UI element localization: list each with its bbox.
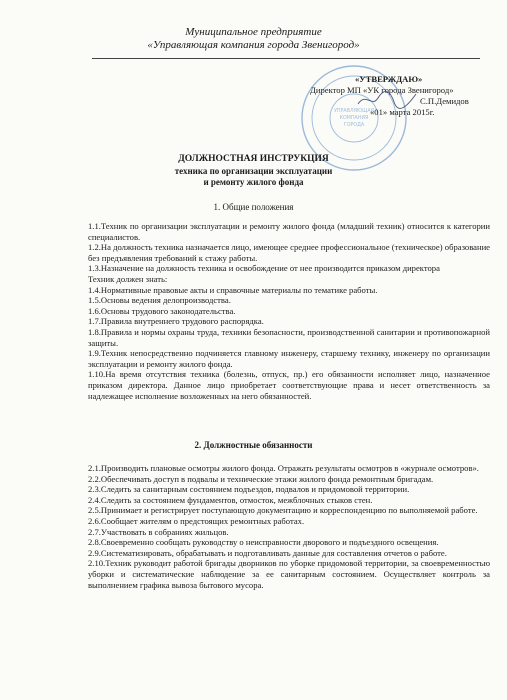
paragraph: Техник должен знать: [88, 273, 168, 284]
paragraph: 2.6.Сообщает жителям о предстоящих ремонтных работах. [88, 515, 305, 526]
paragraph: 2.7.Участвовать в собраниях жильцов. [88, 526, 229, 537]
paragraph: 1.3.Назначение на должность техника и освобождение от нее производится приказом директора [88, 263, 440, 274]
paragraph: 2.3.Следить за санитарным состоянием подъездов, подвалов и придомовой территории. [88, 484, 410, 495]
approval-signer: С.П.Демидов [420, 96, 469, 106]
header-divider [92, 58, 480, 59]
paragraph: 2.2.Обеспечивать доступ в подвалы и технические этажи жилого фонда ремонтным бригадам. [88, 473, 434, 484]
paragraph: 2.10.Техник руководит работой бригады дворников по уборке придомовой территории, за своевременностью уборки и систематические наблюдение за ее санитарным состоянием. Осуществляет контроль за выполнением графика вывоза бытового мусора. [88, 558, 490, 590]
paragraph: 1.7.Правила внутреннего трудового распорядка. [88, 316, 264, 327]
paragraph: 1.9.Техник непосредственно подчиняется главному инженеру, старшему технику, инженеру по организации эксплуатации и ремонту жилого фонда. [88, 348, 490, 369]
paragraph: 1.1.Техник по организации эксплуатации и ремонту жилого фонда (младший техник) относится к категории специалистов. [88, 221, 490, 242]
paragraph: 2.5.Принимает и регистрирует поступающую документацию и корреспонденцию по выполняемой работе. [88, 505, 478, 516]
organization-type: Муниципальное предприятие [185, 26, 322, 38]
document-subtitle-1: техника по организации эксплуатации [174, 166, 333, 176]
organization-name: «Управляющая компания города Звенигород» [147, 39, 360, 51]
approval-title: «УТВЕРЖДАЮ» [355, 74, 423, 84]
svg-text:ГОРОДА: ГОРОДА [343, 123, 365, 128]
paragraph: 2.1.Производить плановые осмотры жилого фонда. Отражать результаты осмотров в «журнале осмотров». [88, 463, 479, 473]
section-2-body [88, 463, 490, 590]
section-2-title: 2. Должностные обязанности [194, 440, 313, 450]
document-title: ДОЛЖНОСТНАЯ ИНСТРУКЦИЯ [178, 154, 329, 164]
svg-text:УПРАВЛЯЮЩАЯ: УПРАВЛЯЮЩАЯ [334, 109, 374, 114]
signature [356, 88, 418, 110]
section-1-title: 1. Общие положения [213, 202, 294, 212]
paragraph: 1.10.На время отсутствия техника (болезнь, отпуск, пр.) его обязанности исполняет лицо, назначенное приказом директора. Данное лицо приобретает соответствующие права и несет ответственность за надлежащее исполнение возложенных на него обязанностей. [88, 369, 490, 401]
paragraph: 1.2.На должность техника назначается лицо, имеющее среднее профессиональное (техническое) образование без предъявления требований к стажу работы. [88, 242, 490, 263]
section-1-body [88, 221, 490, 401]
paragraph: 1.4.Нормативные правовые акты и справочные материалы по тематике работы. [88, 284, 378, 295]
paragraph: 2.8.Своевременно сообщать руководству о неисправности дворового и подъездного освещения. [88, 537, 439, 548]
paragraph: 1.8.Правила и нормы охраны труда, техники безопасности, производственной санитарии и противопожарной защиты. [88, 326, 490, 348]
approval-position: Директор МП «УК города Звенигород» [310, 85, 454, 95]
approval-date: «01» марта 2015г. [370, 107, 435, 117]
paragraph: 2.4.Следить за состоянием фундаментов, отмосток, межблочных стыков стен. [88, 494, 373, 505]
paragraph: 2.9.Систематизировать, обрабатывать и подготавливать данные для составления отчетов о работе. [88, 547, 447, 558]
paragraph: 1.6.Основы трудового законодательства. [88, 305, 236, 316]
paragraph: 1.5.Основы ведения делопроизводства. [88, 295, 231, 306]
svg-text:КОМПАНИЯ: КОМПАНИЯ [339, 116, 369, 121]
document-subtitle-2: и ремонту жилого фонда [203, 177, 304, 187]
